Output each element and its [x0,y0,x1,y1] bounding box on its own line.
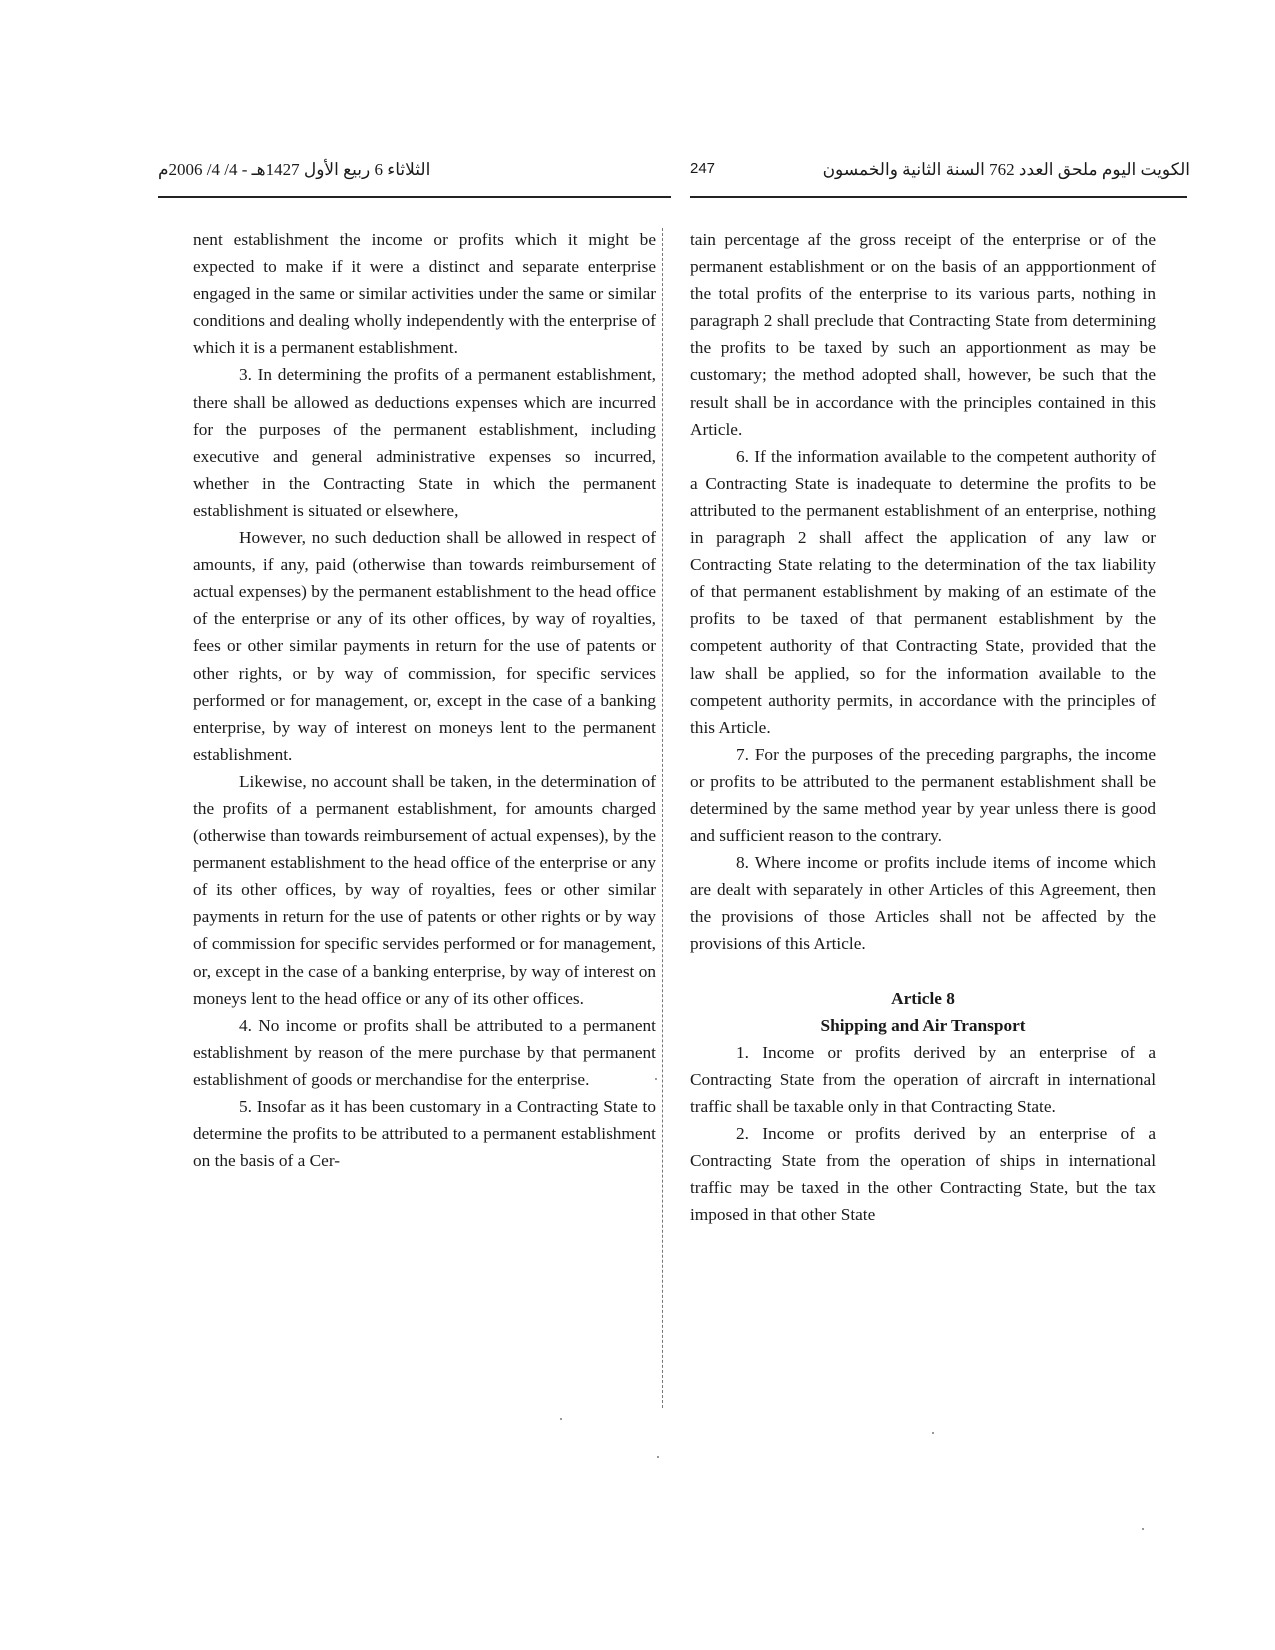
scan-speck [657,1456,659,1458]
paragraph: However, no such deduction shall be allowed in respect of amounts, if any, paid (otherwise than towards reimbursement of actual expenses) by the permanent establishment to the head office of the enterprise or any of its other offices, by way of royalties, fees or other similar payments in return for the use of patents or other rights, or by way of commission, for specific services performed or for management, or, except in the case of a banking enterprise, by way of interest on moneys lent to the permanent establishment. [193,528,656,764]
header-date-arabic: الثلاثاء 6 ربيع الأول 1427هـ - 4/ 4/ 2006م [158,160,431,179]
paragraph: 7. For the purposes of the preceding pargraphs, the income or profits to be attributed to the permanent establishment shall be determined by the same method year by year unless there is good and sufficient reason to the contrary. [690,744,1156,846]
paragraph: tain percentage af the gross receipt of the enterprise or of the permanent establishment or on the basis of an appportionment of the total profits of the enterprise to its various parts, nothing in paragraph 2 shall preclude that Contracting State from determining the profits to be taxed by such an apportionment as may be customary; the method adopted shall, however, be such that the result shall be in accordance with the principles contained in this Article. [690,230,1156,439]
paragraph: 3. In determining the profits of a permanent establishment, there shall be allowed as deductions expenses which are incurred for the purposes of the permanent establishment, including executive and general administrative expenses so incurred, whether in the Contracting State in which the permanent establishment is situated or elsewhere, [193,365,656,520]
paragraph: 8. Where income or profits include items of income which are dealt with separately in other Articles of this Agreement, then the provisions of those Articles shall not be affected by the provisions of this Article. [690,853,1156,954]
header-rule-right [690,196,1187,198]
scan-speck [655,1078,657,1080]
header-publication [690,160,1190,194]
paragraph: 4. No income or profits shall be attributed to a permanent establishment by reason of the mere purchase by that permanent establishment of goods or merchandise for the enterprise. [193,1015,656,1089]
column-divider [662,228,663,1408]
scan-speck [932,1432,934,1434]
paragraph: 5. Insofar as it has been customary in a Contracting State to determine the profits to be attributed to a permanent establishment on the basis of a Cer- [193,1097,656,1171]
paragraph: Likewise, no account shall be taken, in the determination of the profits of a permanent establishment, for amounts charged (otherwise than towards reimbursement of actual expenses), by the permanent establishment to the head office of the enterprise or any of its other offices, by way of royalties, fees or other similar payments in return for the use of patents or other rights or by way of commission for specific servides performed or for management, or, except in the case of a banking enterprise, by way of interest on moneys lent to the head office or any of its other offices. [193,771,656,1008]
header-rule-left [158,196,671,198]
left-column [193,226,656,1174]
page-number: 247 [690,160,716,177]
scan-speck [560,1418,562,1420]
right-column [690,226,1156,1228]
article-heading: Article 8 [891,988,955,1008]
scan-speck [1142,1528,1144,1530]
paragraph: nent establishment the income or profits which it might be expected to make if it were a distinct and separate enterprise engaged in the same or similar activities under the same or similar conditions and dealing wholly independently with the enterprise of which it is a permanent establishment. [193,230,656,358]
paragraph: 1. Income or profits derived by an enterprise of a Contracting State from the operation of aircraft in international traffic shall be taxable only in that Contracting State. [690,1042,1156,1116]
paragraph: 6. If the information available to the competent authority of a Contracting State is inadequate to determine the profits to be attributed to the permanent establishment of an enterprise, nothing in paragraph 2 shall affect the application of any law or Contracting State relating to the determination of the tax liability of that permanent establishment by making of an estimate of the profits to be taxed of that permanent establishment by the competent authority of that Contracting State, provided that the law shall be applied, so for the information available to the competent authority permits, in accordance with the principles of this Article. [690,446,1156,737]
paragraph: 2. Income or profits derived by an enterprise of a Contracting State from the operation of ships in international traffic may be taxed in the other Contracting State, but the tax imposed in that other State [690,1124,1156,1225]
header-publication-arabic: الكويت اليوم ملحق العدد 762 السنة الثانية والخمسون [822,160,1190,179]
article-subheading: Shipping and Air Transport [820,1015,1026,1035]
